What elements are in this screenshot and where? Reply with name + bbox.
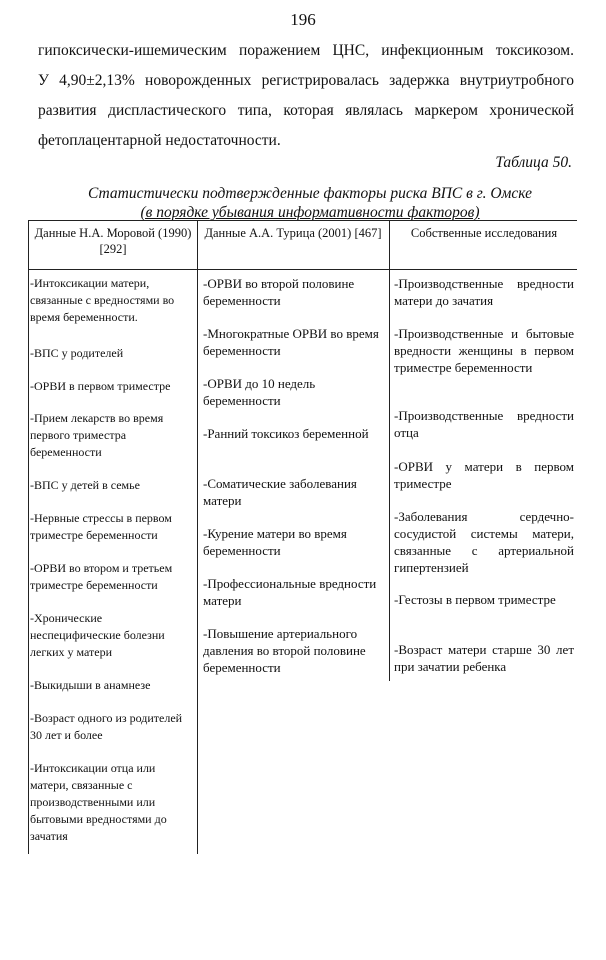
table-cell: -Интоксикации отца или матери, связанные с производственными или бытовыми вредностями до зачатия — [30, 761, 167, 843]
column-divider — [197, 221, 198, 854]
table-cell: -ОРВИ в первом триместре — [30, 379, 171, 393]
table-cell: -Производственные и бытовые вредности женщины в первом триместре беременности — [394, 326, 574, 375]
column-divider — [28, 221, 29, 854]
page-number: 196 — [290, 10, 316, 29]
risk-factors-table — [28, 220, 577, 854]
paragraph-line: развития диспластического типа, которая являлась маркером хронической — [38, 102, 574, 119]
table-cell: -ОРВИ во второй половине беременности — [203, 276, 355, 308]
table-cell: -ВПС у детей в семье — [30, 478, 140, 492]
table-cell: -Повышение артериального давления во второй половине беременности — [203, 626, 366, 675]
paragraph-line: У 4,90±2,13% новорожденных регистрировалась задержка внутриутробного — [38, 72, 574, 89]
column-header-turitsa: Данные А.А. Турица (2001) [467] — [204, 226, 382, 240]
column-divider — [389, 221, 390, 681]
paragraph-line: фетоплацентарной недостаточности. — [38, 132, 281, 149]
table-cell: -Многократные ОРВИ во время беременности — [203, 326, 379, 358]
table-cell: -Производственные вредности отца — [394, 408, 574, 440]
table-cell: -Интоксикации матери, связанные с вредностями во время беременности. — [30, 276, 175, 324]
table-title-line: Статистически подтвержденные факторы риска ВПС в г. Омске — [87, 185, 533, 202]
table-subtitle: (в порядке убывания информативности факторов) — [140, 204, 480, 221]
header-divider — [28, 269, 577, 270]
table-title — [40, 184, 580, 222]
table-cell: -Соматические заболевания матери — [203, 476, 357, 508]
body-paragraph — [38, 36, 574, 156]
paragraph-line: гипоксически-ишемическим поражением ЦНС, инфекционным токсикозом. — [38, 42, 574, 59]
table-cell: -Возраст матери старше 30 лет при зачатии ребенка — [394, 642, 574, 674]
table-cell: -Возраст одного из родителей 30 лет и более — [30, 711, 183, 742]
table-cell: -Нервные стрессы в первом триместре беременности — [30, 511, 172, 542]
table-cell: -ОРВИ во втором и третьем триместре беременности — [30, 561, 173, 592]
column-header-morova: Данные Н.А. Моровой (1990) [292] — [34, 226, 192, 256]
table-cell: -ОРВИ у матери в первом триместре — [394, 459, 574, 491]
table-cell: -Прием лекарств во время первого триместра беременности — [30, 411, 164, 459]
table-cell: -Ранний токсикоз беременной — [203, 426, 369, 441]
table-cell: -Профессиональные вредности матери — [203, 576, 377, 608]
table-cell: -Производственные вредности матери до зачатия — [394, 276, 574, 308]
table-cell: -Курение матери во время беременности — [203, 526, 347, 558]
table-cell: -Хронические неспецифические болезни легких у матери — [30, 611, 165, 659]
table-cell: -ОРВИ до 10 недель беременности — [203, 376, 316, 408]
table-cell: -Гестозы в первом триместре — [394, 592, 556, 607]
column-header-own: Собственные исследования — [410, 226, 558, 240]
table-cell: -ВПС у родителей — [30, 346, 124, 360]
table-cell: -Выкидыши в анамнезе — [30, 678, 151, 692]
table-cell: -Заболевания сердечно-сосудистой системы матери, связанные с артериальной гипертензией — [394, 509, 574, 575]
table-label: Таблица 50. — [495, 154, 572, 171]
